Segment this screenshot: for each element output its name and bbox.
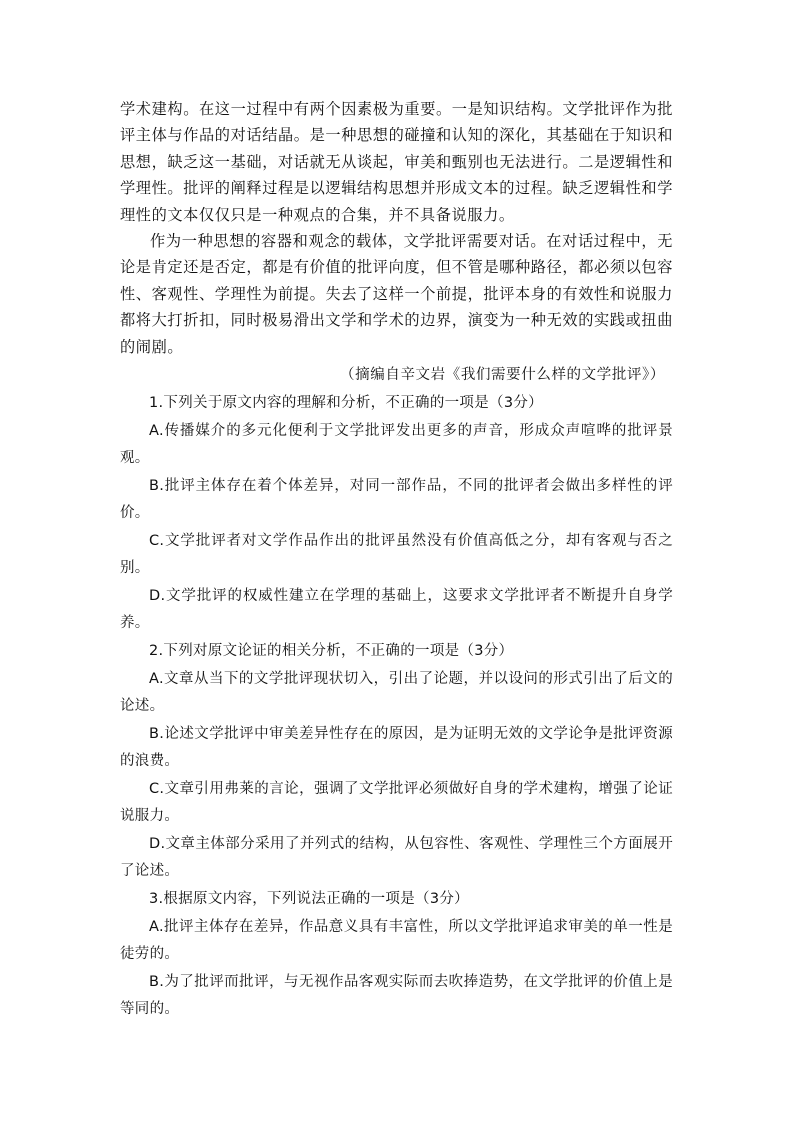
- source-citation: （摘编自辛文岩《我们需要什么样的文学批评》）: [340, 367, 665, 384]
- option-c: C.文章引用弗莱的言论，强调了文学批评必须做好自身的学术建构，增强了论证说服力。: [120, 781, 673, 825]
- option-d: D.文学批评的权威性建立在学理的基础上，这要求文学批评者不断提升自身学养。: [120, 588, 673, 632]
- question-stem: 3.根据原文内容，下列说法正确的一项是（3分）: [149, 891, 469, 908]
- option-d: D.文章主体部分采用了并列式的结构，从包容性、客观性、学理性三个方面展开了论述。: [120, 836, 673, 880]
- passage-paragraph: 作为一种思想的容器和观念的载体，文学批评需要对话。在对话过程中，无论是肯定还是否定，都是有价值的批评向度，但不管是哪种路径，都必须以包容性、客观性、学理性为前提。失去了这样一个前提，批评本身的有效性和说服力都将大打折扣，同时极易滑出文学和学术的边界，演变为一种无效的实践或扭曲的闹剧。: [120, 232, 673, 356]
- question-3: [120, 886, 673, 1023]
- option-a: A.传播媒介的多元化便利于文学批评发出更多的声音，形成众声喧哗的批评景观。: [120, 423, 673, 467]
- passage-paragraph: 学术建构。在这一过程中有两个因素极为重要。一是知识结构。文学批评作为批评主体与作品的对话结晶。是一种思想的碰撞和认知的深化，其基础在于知识和思想，缺乏这一基础，对话就无从谈起，审美和甄别也无法进行。二是逻辑性和学理性。批评的阐释过程是以逻辑结构思想并形成文本的过程。缺乏逻辑性和学理性的文本仅仅只是一种观点的合集，并不具备说服力。: [120, 100, 673, 224]
- option-b: B.为了批评而批评，与无视作品客观实际而去吹捧造势，在文学批评的价值上是等同的。: [120, 974, 673, 1018]
- question-stem: 2.下列对原文论证的相关分析，不正确的一项是（3分）: [149, 643, 514, 660]
- passage: [120, 96, 673, 389]
- question-2: [120, 638, 673, 885]
- option-b: B.批评主体存在着个体差异，对同一部作品，不同的批评者会做出多样性的评价。: [120, 478, 673, 522]
- page-content: [120, 96, 673, 1023]
- option-a: A.文章从当下的文学批评现状切入，引出了论题，并以设问的形式引出了后文的论述。: [120, 671, 673, 715]
- option-c: C.文学批评者对文学作品作出的批评虽然没有价值高低之分，却有客观与否之别。: [120, 533, 673, 577]
- question-stem: 1.下列关于原文内容的理解和分析，不正确的一项是（3分）: [149, 395, 543, 412]
- option-b: B.论述文学批评中审美差异性存在的原因，是为证明无效的文学论争是批评资源的浪费。: [120, 726, 673, 770]
- question-1: [120, 390, 673, 637]
- option-a: A.批评主体存在差异，作品意义具有丰富性，所以文学批评追求审美的单一性是徒劳的。: [120, 919, 673, 963]
- question-list: [120, 390, 673, 1023]
